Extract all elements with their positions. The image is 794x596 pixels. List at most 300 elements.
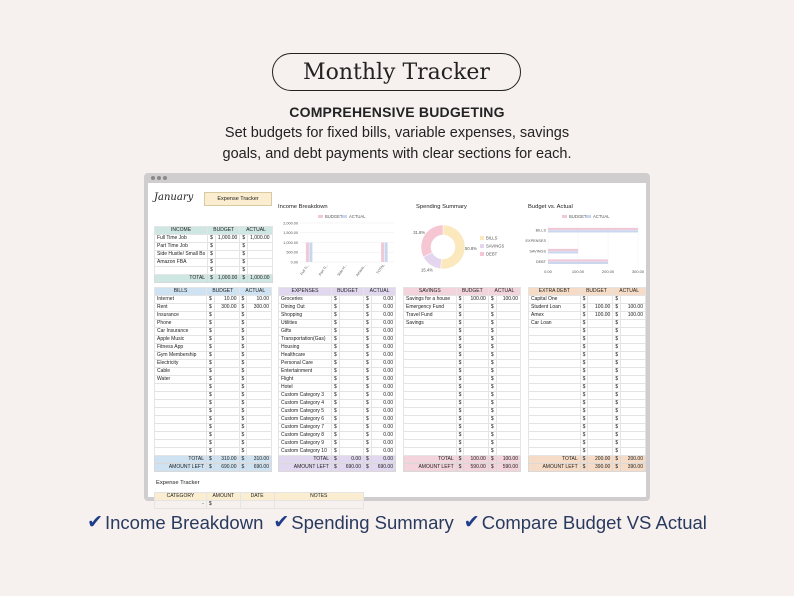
table-cell[interactable]: $ (239, 296, 247, 304)
table-cell[interactable] (240, 501, 274, 509)
table-cell[interactable]: $ (580, 360, 588, 368)
table-cell[interactable]: $ (331, 328, 339, 336)
table-cell[interactable] (274, 501, 363, 509)
table-cell[interactable]: $ (363, 408, 371, 416)
table-cell[interactable] (339, 416, 363, 424)
table-cell[interactable]: $ (580, 400, 588, 408)
table-cell[interactable]: Healthcare (279, 352, 332, 360)
table-cell[interactable] (588, 320, 613, 328)
table-cell[interactable] (247, 408, 272, 416)
table-cell[interactable] (155, 448, 207, 456)
table-cell[interactable]: 0.00 (371, 320, 395, 328)
table-cell[interactable] (529, 352, 581, 360)
table-cell[interactable]: $ (363, 416, 371, 424)
table-cell[interactable]: $ (208, 243, 216, 251)
table-cell[interactable] (621, 344, 646, 352)
table-cell[interactable]: Gym Membership (155, 352, 207, 360)
table-cell[interactable]: $ (363, 344, 371, 352)
table-cell[interactable] (621, 328, 646, 336)
table-cell[interactable]: $ (613, 368, 621, 376)
table-cell[interactable] (404, 432, 457, 440)
table-cell[interactable] (464, 424, 488, 432)
table-cell[interactable]: $ (331, 448, 339, 456)
table-cell[interactable]: 0.00 (371, 432, 395, 440)
table-cell[interactable] (496, 416, 520, 424)
table-cell[interactable]: $ (456, 312, 464, 320)
table-cell[interactable]: $ (613, 328, 621, 336)
table-cell[interactable]: $ (613, 312, 621, 320)
table-cell[interactable]: $ (331, 296, 339, 304)
table-cell[interactable]: $ (239, 328, 247, 336)
table-cell[interactable]: $ (456, 336, 464, 344)
table-cell[interactable]: $ (240, 267, 248, 275)
table-cell[interactable]: $ (363, 320, 371, 328)
table-cell[interactable]: $ (331, 336, 339, 344)
table-cell[interactable] (247, 440, 272, 448)
table-cell[interactable]: $ (239, 344, 247, 352)
table-cell[interactable]: Car Insurance (155, 328, 207, 336)
table-cell[interactable]: $ (331, 408, 339, 416)
table-cell[interactable]: $ (488, 360, 496, 368)
table-cell[interactable] (529, 440, 581, 448)
table-cell[interactable]: $ (363, 432, 371, 440)
table-cell[interactable] (155, 384, 207, 392)
table-cell[interactable]: $ (580, 344, 588, 352)
table-cell[interactable]: $ (207, 320, 215, 328)
table-cell[interactable]: $ (363, 440, 371, 448)
table-cell[interactable] (339, 296, 363, 304)
table-cell[interactable]: $ (613, 352, 621, 360)
table-cell[interactable]: $ (456, 416, 464, 424)
table-cell[interactable] (588, 328, 613, 336)
table-cell[interactable]: $ (331, 360, 339, 368)
table-cell[interactable]: - (155, 501, 207, 509)
table-cell[interactable] (339, 368, 363, 376)
table-cell[interactable]: $ (488, 312, 496, 320)
table-cell[interactable] (464, 400, 488, 408)
table-cell[interactable] (588, 344, 613, 352)
table-cell[interactable] (496, 440, 520, 448)
table-cell[interactable]: $ (456, 304, 464, 312)
table-cell[interactable]: Flight (279, 376, 332, 384)
table-cell[interactable] (404, 360, 457, 368)
table-cell[interactable]: $ (488, 384, 496, 392)
table-cell[interactable] (339, 352, 363, 360)
table-cell[interactable]: $ (613, 392, 621, 400)
table-cell[interactable]: $ (363, 312, 371, 320)
table-cell[interactable]: $ (208, 259, 216, 267)
table-cell[interactable] (248, 251, 272, 259)
table-cell[interactable]: $ (456, 384, 464, 392)
table-cell[interactable]: $ (488, 440, 496, 448)
table-cell[interactable]: $ (580, 408, 588, 416)
window-dot-3[interactable] (163, 176, 167, 180)
table-cell[interactable] (339, 440, 363, 448)
table-cell[interactable]: Custom Category 8 (279, 432, 332, 440)
table-cell[interactable]: $ (580, 336, 588, 344)
table-cell[interactable]: 0.00 (371, 312, 395, 320)
table-cell[interactable]: $ (488, 392, 496, 400)
table-cell[interactable]: Internet (155, 296, 207, 304)
table-cell[interactable] (248, 267, 272, 275)
table-cell[interactable]: Hotel (279, 384, 332, 392)
table-cell[interactable] (247, 392, 272, 400)
table-cell[interactable] (588, 352, 613, 360)
table-cell[interactable]: Savings (404, 320, 457, 328)
table-cell[interactable] (214, 432, 239, 440)
table-cell[interactable]: Custom Category 5 (279, 408, 332, 416)
table-cell[interactable] (339, 304, 363, 312)
table-cell[interactable]: $ (207, 312, 215, 320)
table-cell[interactable] (588, 360, 613, 368)
table-cell[interactable]: $ (613, 336, 621, 344)
table-cell[interactable]: 0.00 (371, 376, 395, 384)
table-cell[interactable]: Electricity (155, 360, 207, 368)
table-cell[interactable] (464, 432, 488, 440)
table-cell[interactable] (339, 336, 363, 344)
table-cell[interactable]: 0.00 (371, 400, 395, 408)
table-cell[interactable] (464, 440, 488, 448)
table-cell[interactable] (529, 408, 581, 416)
table-cell[interactable]: $ (208, 267, 216, 275)
table-cell[interactable] (214, 360, 239, 368)
table-cell[interactable]: $ (488, 368, 496, 376)
table-cell[interactable]: 0.00 (371, 296, 395, 304)
table-cell[interactable]: $ (488, 304, 496, 312)
table-cell[interactable]: $ (456, 448, 464, 456)
table-cell[interactable] (247, 400, 272, 408)
table-cell[interactable]: $ (240, 235, 248, 243)
table-cell[interactable] (588, 384, 613, 392)
table-cell[interactable]: $ (456, 424, 464, 432)
table-cell[interactable]: 10.00 (214, 296, 239, 304)
table-cell[interactable]: Capital One (529, 296, 581, 304)
table-cell[interactable]: Car Loan (529, 320, 581, 328)
table-cell[interactable]: $ (488, 424, 496, 432)
table-cell[interactable]: $ (580, 304, 588, 312)
table-cell[interactable]: $ (331, 432, 339, 440)
table-cell[interactable]: $ (207, 376, 215, 384)
table-cell[interactable] (214, 400, 239, 408)
table-cell[interactable]: $ (363, 424, 371, 432)
table-cell[interactable] (155, 440, 207, 448)
table-cell[interactable]: $ (488, 352, 496, 360)
table-cell[interactable] (215, 251, 239, 259)
table-cell[interactable]: $ (613, 304, 621, 312)
table-cell[interactable]: Part Time Job (155, 243, 208, 251)
table-cell[interactable]: $ (239, 448, 247, 456)
table-cell[interactable] (247, 328, 272, 336)
table-cell[interactable] (339, 424, 363, 432)
table-cell[interactable] (404, 424, 457, 432)
table-cell[interactable]: $ (208, 251, 216, 259)
table-cell[interactable] (214, 416, 239, 424)
table-cell[interactable] (339, 344, 363, 352)
table-cell[interactable] (404, 392, 457, 400)
table-cell[interactable] (588, 296, 613, 304)
table-cell[interactable]: $ (239, 384, 247, 392)
table-cell[interactable] (529, 424, 581, 432)
table-cell[interactable] (529, 392, 581, 400)
table-cell[interactable] (214, 312, 239, 320)
table-cell[interactable] (247, 336, 272, 344)
table-cell[interactable]: 0.00 (371, 336, 395, 344)
table-cell[interactable]: $ (488, 344, 496, 352)
table-cell[interactable]: $ (456, 440, 464, 448)
table-cell[interactable]: $ (580, 312, 588, 320)
table-cell[interactable]: $ (240, 243, 248, 251)
table-cell[interactable]: Personal Care (279, 360, 332, 368)
table-cell[interactable]: Rent (155, 304, 207, 312)
table-cell[interactable]: Custom Category 6 (279, 416, 332, 424)
table-cell[interactable]: $ (613, 448, 621, 456)
table-cell[interactable] (529, 368, 581, 376)
table-cell[interactable] (464, 368, 488, 376)
table-cell[interactable] (588, 432, 613, 440)
table-cell[interactable] (621, 424, 646, 432)
table-cell[interactable] (496, 320, 520, 328)
table-cell[interactable]: Transportation(Gas) (279, 336, 332, 344)
expense-tracker-button[interactable]: Expense Tracker (204, 192, 272, 206)
table-cell[interactable]: $ (207, 424, 215, 432)
table-cell[interactable] (588, 440, 613, 448)
table-cell[interactable] (621, 448, 646, 456)
table-cell[interactable]: $ (613, 408, 621, 416)
table-cell[interactable] (464, 408, 488, 416)
table-cell[interactable] (339, 376, 363, 384)
table-cell[interactable]: $ (580, 368, 588, 376)
table-cell[interactable]: $ (239, 304, 247, 312)
table-cell[interactable]: $ (613, 424, 621, 432)
table-cell[interactable] (247, 376, 272, 384)
table-cell[interactable]: 0.00 (371, 368, 395, 376)
table-cell[interactable]: $ (331, 392, 339, 400)
table-cell[interactable]: $ (331, 304, 339, 312)
table-cell[interactable]: $ (580, 320, 588, 328)
table-cell[interactable]: Insurance (155, 312, 207, 320)
table-cell[interactable]: $ (488, 432, 496, 440)
table-cell[interactable]: Side Hustle/ Small Bs (155, 251, 208, 259)
table-cell[interactable]: 300.00 (247, 304, 272, 312)
table-cell[interactable]: $ (207, 368, 215, 376)
table-cell[interactable]: $ (207, 304, 215, 312)
table-cell[interactable]: 100.00 (588, 312, 613, 320)
table-cell[interactable] (214, 448, 239, 456)
table-cell[interactable] (588, 392, 613, 400)
table-cell[interactable]: $ (331, 424, 339, 432)
table-cell[interactable]: $ (488, 376, 496, 384)
table-cell[interactable] (496, 448, 520, 456)
table-cell[interactable]: $ (363, 448, 371, 456)
table-cell[interactable]: $ (363, 360, 371, 368)
table-cell[interactable]: $ (580, 352, 588, 360)
table-cell[interactable]: $ (613, 360, 621, 368)
table-cell[interactable]: 0.00 (371, 448, 395, 456)
table-cell[interactable] (404, 376, 457, 384)
table-cell[interactable] (404, 352, 457, 360)
table-cell[interactable] (529, 416, 581, 424)
table-cell[interactable]: $ (580, 376, 588, 384)
table-cell[interactable]: $ (331, 416, 339, 424)
table-cell[interactable]: Amex (529, 312, 581, 320)
table-cell[interactable]: $ (488, 320, 496, 328)
table-cell[interactable] (496, 408, 520, 416)
table-cell[interactable]: 0.00 (371, 440, 395, 448)
table-cell[interactable] (247, 352, 272, 360)
table-cell[interactable] (404, 328, 457, 336)
table-cell[interactable]: $ (488, 448, 496, 456)
table-cell[interactable]: $ (331, 320, 339, 328)
table-cell[interactable] (529, 384, 581, 392)
table-cell[interactable] (339, 312, 363, 320)
table-cell[interactable]: 1,000.00 (248, 235, 272, 243)
table-cell[interactable] (155, 267, 208, 275)
table-cell[interactable] (464, 416, 488, 424)
table-cell[interactable]: $ (363, 336, 371, 344)
table-cell[interactable] (247, 448, 272, 456)
table-cell[interactable] (214, 336, 239, 344)
table-cell[interactable]: $ (488, 408, 496, 416)
table-cell[interactable]: 0.00 (371, 416, 395, 424)
table-cell[interactable]: $ (207, 432, 215, 440)
table-cell[interactable] (621, 376, 646, 384)
table-cell[interactable]: $ (613, 440, 621, 448)
table-cell[interactable]: $ (207, 336, 215, 344)
table-cell[interactable] (529, 400, 581, 408)
table-cell[interactable]: Groceries (279, 296, 332, 304)
table-cell[interactable] (247, 360, 272, 368)
table-cell[interactable]: $ (239, 432, 247, 440)
table-cell[interactable] (247, 344, 272, 352)
table-cell[interactable]: $ (207, 400, 215, 408)
table-cell[interactable]: 0.00 (371, 304, 395, 312)
table-cell[interactable] (339, 360, 363, 368)
table-cell[interactable] (588, 400, 613, 408)
table-cell[interactable] (339, 392, 363, 400)
table-cell[interactable]: $ (239, 336, 247, 344)
table-cell[interactable]: $ (207, 328, 215, 336)
table-cell[interactable]: $ (239, 320, 247, 328)
table-cell[interactable] (588, 368, 613, 376)
table-cell[interactable] (621, 392, 646, 400)
table-cell[interactable] (621, 336, 646, 344)
table-cell[interactable]: $ (363, 304, 371, 312)
table-cell[interactable]: Savings for a house (404, 296, 457, 304)
table-cell[interactable]: $ (456, 432, 464, 440)
table-cell[interactable] (621, 432, 646, 440)
table-cell[interactable] (496, 392, 520, 400)
table-cell[interactable]: $ (613, 416, 621, 424)
table-cell[interactable] (588, 336, 613, 344)
table-cell[interactable]: Entertainment (279, 368, 332, 376)
table-cell[interactable]: 1,000.00 (215, 235, 239, 243)
table-cell[interactable] (247, 424, 272, 432)
table-cell[interactable]: Emergency Fund (404, 304, 457, 312)
table-cell[interactable]: Student Loan (529, 304, 581, 312)
table-cell[interactable]: $ (208, 235, 216, 243)
table-cell[interactable] (464, 360, 488, 368)
table-cell[interactable]: $ (207, 384, 215, 392)
table-cell[interactable]: 100.00 (464, 296, 488, 304)
table-cell[interactable]: 0.00 (371, 328, 395, 336)
table-cell[interactable]: $ (363, 328, 371, 336)
table-cell[interactable]: $ (456, 320, 464, 328)
table-cell[interactable] (214, 376, 239, 384)
table-cell[interactable] (214, 384, 239, 392)
table-cell[interactable]: $ (613, 344, 621, 352)
table-cell[interactable] (339, 432, 363, 440)
table-cell[interactable]: $ (331, 352, 339, 360)
table-cell[interactable]: $ (331, 440, 339, 448)
table-cell[interactable] (214, 408, 239, 416)
table-cell[interactable]: $ (239, 408, 247, 416)
table-cell[interactable] (529, 336, 581, 344)
table-cell[interactable]: $ (580, 384, 588, 392)
table-cell[interactable]: Water (155, 376, 207, 384)
table-cell[interactable] (621, 368, 646, 376)
table-cell[interactable]: 10.00 (247, 296, 272, 304)
table-cell[interactable] (621, 352, 646, 360)
table-cell[interactable]: $ (239, 376, 247, 384)
table-cell[interactable] (464, 376, 488, 384)
table-cell[interactable] (464, 320, 488, 328)
table-cell[interactable]: $ (488, 336, 496, 344)
table-cell[interactable] (339, 384, 363, 392)
table-cell[interactable]: $ (613, 384, 621, 392)
table-cell[interactable]: $ (207, 416, 215, 424)
table-cell[interactable] (247, 416, 272, 424)
table-cell[interactable]: $ (456, 352, 464, 360)
table-cell[interactable] (496, 360, 520, 368)
table-cell[interactable]: $ (580, 432, 588, 440)
table-cell[interactable] (214, 392, 239, 400)
table-cell[interactable]: $ (580, 392, 588, 400)
table-cell[interactable] (339, 408, 363, 416)
table-cell[interactable] (339, 328, 363, 336)
table-cell[interactable] (214, 344, 239, 352)
table-cell[interactable] (215, 267, 239, 275)
table-cell[interactable]: $ (239, 352, 247, 360)
table-cell[interactable] (529, 448, 581, 456)
table-cell[interactable]: Custom Category 10 (279, 448, 332, 456)
table-cell[interactable]: $ (488, 328, 496, 336)
table-cell[interactable] (247, 384, 272, 392)
table-cell[interactable] (588, 376, 613, 384)
table-cell[interactable]: $ (580, 448, 588, 456)
table-cell[interactable] (621, 440, 646, 448)
table-cell[interactable] (155, 400, 207, 408)
table-cell[interactable]: $ (239, 368, 247, 376)
table-cell[interactable]: $ (207, 360, 215, 368)
table-cell[interactable]: Phone (155, 320, 207, 328)
table-cell[interactable] (404, 344, 457, 352)
table-cell[interactable] (404, 440, 457, 448)
table-cell[interactable] (464, 392, 488, 400)
table-cell[interactable] (529, 344, 581, 352)
table-cell[interactable] (247, 312, 272, 320)
table-cell[interactable] (529, 432, 581, 440)
table-cell[interactable]: $ (331, 400, 339, 408)
window-dot-1[interactable] (151, 176, 155, 180)
table-cell[interactable]: 100.00 (621, 304, 646, 312)
table-cell[interactable] (464, 384, 488, 392)
table-cell[interactable] (155, 408, 207, 416)
table-cell[interactable]: $ (207, 392, 215, 400)
table-cell[interactable]: $ (456, 408, 464, 416)
window-dot-2[interactable] (157, 176, 161, 180)
table-cell[interactable] (588, 416, 613, 424)
table-cell[interactable] (529, 376, 581, 384)
